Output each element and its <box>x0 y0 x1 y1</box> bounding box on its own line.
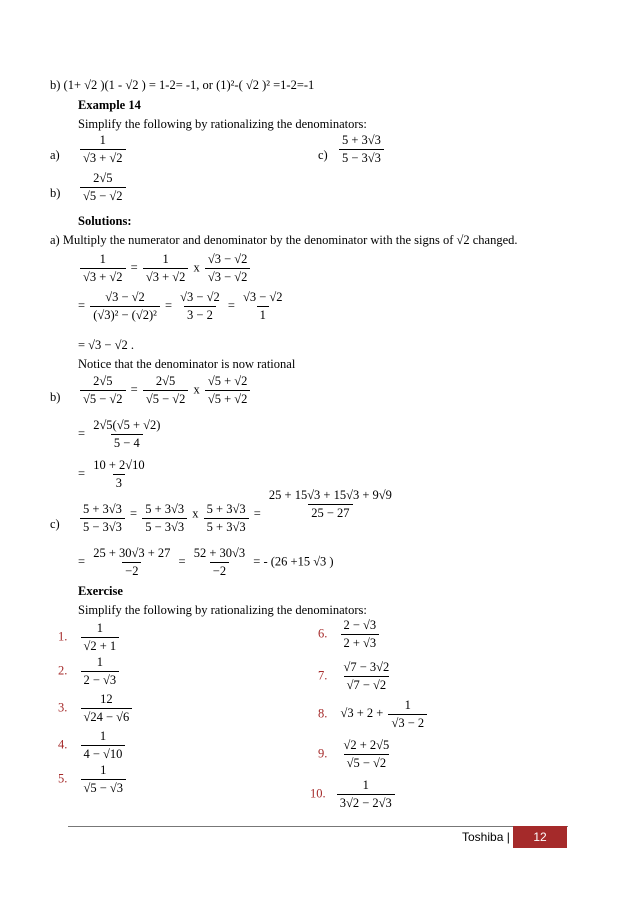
solution-c-result: = - (26 +15 √3 ) <box>253 554 334 569</box>
footer-divider <box>68 826 568 827</box>
intro-line-b: b) (1+ √2 )(1 - √2 ) = 1-2= -1, or (1)²-( √2 )² =1-2=-1 <box>50 78 315 92</box>
solution-c-step1: $\frac{5 + 3√3}{5 - 3√3}$ = $\frac{5 + 3√3}{5 - 3√3}$ x $\frac{5 + 3√3}{5 + 3√3}$ = $\frac{25 + 15√3 + 15√3 + 9√9}{25 - 27}$ <box>78 494 397 535</box>
exercise-2: 2. $\frac{1}{2 - √3}$ <box>58 655 121 688</box>
exercise-9: 9. $\frac{√2 + 2√5}{√5 - √2}$ <box>318 738 390 770</box>
solution-a-result: = √3 − √2 . <box>78 338 134 352</box>
exercise-5: 5. $\frac{1}{√5 - √3}$ <box>58 763 128 796</box>
solution-a-step1: $\frac{1}{√3 + √2}$ = $\frac{1}{√3 + √2}$ x $\frac{√3 - √2}{√3 - √2}$ <box>78 252 252 285</box>
solution-c-step2: = $\frac{25 + 30√3 + 27}{-2}$ = $\frac{52 + 30√3}{-2}$ = - (26 +15 √3 ) <box>78 546 334 578</box>
exercise-8: 8. √3 + 2 + $\frac{1}{√3 - 2}$ <box>318 698 429 731</box>
example-b-label: b) <box>50 186 61 200</box>
example-b-fraction: $\frac{2√5}{√5 - √2}$ <box>78 171 128 204</box>
exercise-10: 10. $\frac{1}{3√2 - 2√3}$ <box>310 778 397 811</box>
example-c-fraction: $\frac{5 + 3√3}{5 - 3√3}$ <box>337 133 386 166</box>
solution-a-step2: = $\frac{√3 - √2}{\text{(√3)² − (√2)²}}$ = $\frac{√3 - √2}{3 - 2}$ = $\frac{√3 - √2}{1}$ <box>78 290 283 322</box>
exercise-6: 6. $\frac{2 - √3}{2 + √3}$ <box>318 618 381 651</box>
solution-b-label: b) <box>50 390 61 404</box>
exercise-1: 1. $\frac{1}{√2 + 1}$ <box>58 621 121 654</box>
exercise-7: 7. $\frac{√7 - 3√2}{√7 - √2}$ <box>318 660 390 692</box>
solution-b-step2: = $\frac{2√5(√5 + √2)}{5 - 4}$ <box>78 418 161 450</box>
solutions-title: Solutions: <box>78 214 132 228</box>
page-number-badge <box>513 826 567 848</box>
exercise-instructions: Simplify the following by rationalizing the denominators: <box>78 603 367 617</box>
solution-a-text: a) Multiply the numerator and denominator by the denominator with the signs of √2 changed. <box>50 233 518 247</box>
example-c-label: c) <box>318 148 328 162</box>
solution-b-step1: $\frac{2√5}{√5 - √2}$ = $\frac{2√5}{√5 - √2}$ x $\frac{√5 + √2}{√5 + √2}$ <box>78 374 252 407</box>
example-instructions: Simplify the following by rationalizing the denominators: <box>78 117 367 131</box>
example-a-label: a) <box>50 148 60 162</box>
exercise-3: 3. $\frac{12}{√24 - √6}$ <box>58 692 134 725</box>
solution-c-label: c) <box>50 517 60 531</box>
example-a-fraction: $\frac{1}{√3 + √2}$ <box>78 133 128 166</box>
page-number: 12 <box>533 830 547 844</box>
example-title: Example 14 <box>78 98 141 112</box>
exercise-title: Exercise <box>78 584 123 598</box>
solution-b-step3: = $\frac{10 + 2√10}{3}$ <box>78 458 145 490</box>
footer-author: Toshiba | <box>462 830 510 844</box>
exercise-4: 4. $\frac{1}{4 - √10}$ <box>58 729 127 762</box>
solution-note: Notice that the denominator is now rational <box>78 357 296 371</box>
